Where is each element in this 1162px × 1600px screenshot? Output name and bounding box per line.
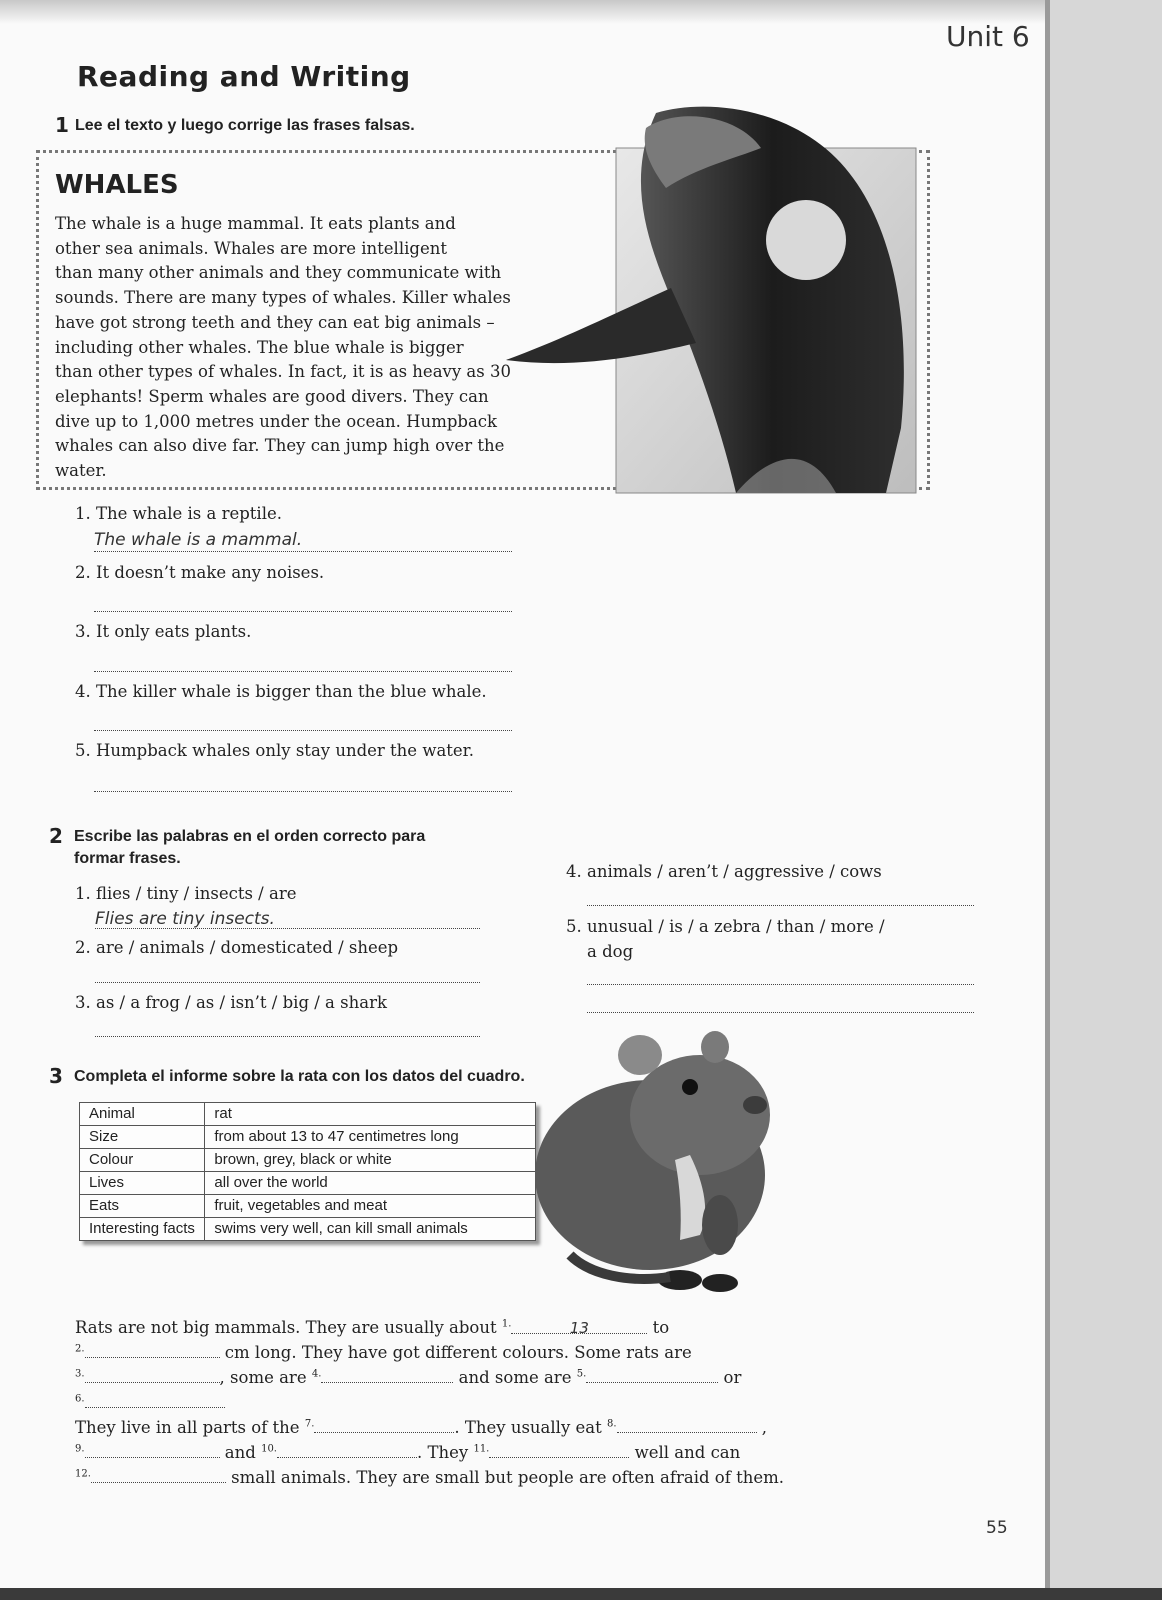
report-blank-5[interactable] — [586, 1368, 718, 1383]
answer-line-5[interactable] — [94, 791, 512, 792]
blank-number: 8. — [607, 1418, 617, 1430]
row-value: brown, grey, black or white — [205, 1149, 536, 1172]
report-line-1 — [75, 1318, 669, 1337]
killer-whale-photo — [506, 98, 936, 506]
report-text: . They — [416, 1443, 469, 1462]
answer-line-1[interactable] — [94, 551, 512, 552]
report-text: . They usually eat — [454, 1418, 602, 1437]
unit-label: Unit 6 — [946, 20, 1030, 53]
report-text: Rats are not big mammals. They are usually about — [75, 1318, 497, 1337]
report-text: , some are — [219, 1368, 307, 1387]
blank-number: 6. — [75, 1393, 85, 1405]
row-value: from about 13 to 47 centimetres long — [205, 1126, 536, 1149]
report-text: and some are — [458, 1368, 572, 1387]
rat-photo — [530, 1025, 790, 1295]
answer-line-2[interactable] — [94, 611, 512, 612]
report-text: cm long. They have got different colours. Some rats are — [224, 1343, 692, 1362]
report-blank-2[interactable] — [85, 1343, 220, 1358]
row-value: fruit, vegetables and meat — [205, 1195, 536, 1218]
text-line: The whale is a huge mammal. It eats plants and — [55, 214, 456, 233]
blank-number: 5. — [576, 1368, 587, 1380]
ex1-question-4: 4. The killer whale is bigger than the blue whale. — [75, 682, 487, 701]
report-text: small animals. They are small but people are often afraid of them. — [231, 1468, 784, 1487]
ex2-item-2: 2. are / animals / domesticated / sheep — [75, 938, 399, 957]
report-text: , — [761, 1418, 768, 1437]
row-key: Lives — [80, 1172, 205, 1195]
ex1-question-2: 2. It doesn’t make any noises. — [75, 563, 325, 582]
blank-number: 2. — [75, 1343, 85, 1355]
scan-bottom-edge — [0, 1588, 1162, 1600]
report-blank-3[interactable] — [85, 1368, 220, 1383]
text-line: whales can also dive far. They can jump high over the — [55, 436, 505, 456]
section-title: Reading and Writing — [77, 60, 411, 93]
ex3-instruction: Completa el informe sobre la rata con los datos del cuadro. — [74, 1068, 525, 1085]
report-text: well and can — [634, 1443, 741, 1462]
row-value: all over the world — [205, 1172, 536, 1195]
row-key: Animal — [80, 1103, 205, 1126]
report-line-3 — [75, 1368, 741, 1387]
blank-number: 3. — [75, 1368, 85, 1380]
ex2-item-4: 4. animals / aren’t / aggressive / cows — [566, 862, 882, 881]
report-line-5 — [75, 1418, 767, 1437]
blank-number: 4. — [311, 1368, 322, 1380]
text-line: water. — [55, 461, 107, 481]
report-line-7 — [75, 1468, 784, 1487]
text-line: elephants! Sperm whales are good divers. They can — [55, 386, 489, 406]
text-title: WHALES — [55, 170, 179, 200]
table-row — [80, 1149, 536, 1172]
ex2-instruction-line-1: Escribe las palabras en el orden correcto para — [74, 828, 426, 845]
table-row — [80, 1218, 536, 1241]
ex1-answer-1[interactable]: The whale is a mammal. — [94, 530, 303, 550]
report-text: to — [652, 1318, 670, 1337]
rat-facts-table — [79, 1102, 536, 1241]
report-blank-7[interactable] — [314, 1418, 454, 1433]
table-row — [80, 1103, 536, 1126]
text-line: other sea animals. Whales are more intelligent — [55, 238, 447, 258]
report-blank-4[interactable] — [321, 1368, 453, 1383]
ex1-question-5: 5. Humpback whales only stay under the water. — [75, 741, 474, 760]
ex2-line-5b[interactable] — [587, 1012, 974, 1013]
answer-line-3[interactable] — [94, 671, 512, 672]
ex2-line-5a[interactable] — [587, 984, 974, 985]
blank-number: 7. — [304, 1418, 315, 1430]
row-key: Eats — [80, 1195, 205, 1218]
row-value: rat — [205, 1103, 536, 1126]
ex2-item-5-line-2: a dog — [587, 942, 634, 961]
blank-number: 11. — [473, 1443, 490, 1455]
row-key: Interesting facts — [80, 1218, 205, 1241]
table-row — [80, 1172, 536, 1195]
report-blank-9[interactable] — [85, 1443, 220, 1458]
scan-margin — [1050, 0, 1162, 1600]
report-line-6 — [75, 1443, 740, 1462]
ex2-item-1: 1. flies / tiny / insects / are — [75, 884, 297, 903]
ex2-number: 2 — [49, 824, 63, 848]
report-blank-1[interactable]: 13 — [511, 1319, 647, 1334]
ex2-line-2[interactable] — [95, 982, 480, 983]
report-blank-6[interactable] — [85, 1393, 225, 1408]
ex1-instruction: Lee el texto y luego corrige las frases falsas. — [75, 117, 415, 134]
text-line: than other types of whales. In fact, it is as heavy as 30 — [55, 362, 511, 382]
answer-line-4[interactable] — [94, 730, 512, 731]
text-line: than many other animals and they communicate with — [55, 263, 502, 283]
row-value: swims very well, can kill small animals — [205, 1218, 536, 1241]
blank-number: 10. — [261, 1443, 277, 1455]
ex2-line-1[interactable] — [95, 928, 480, 929]
blank-number: 1. — [501, 1318, 512, 1330]
ex2-instruction-line-2: formar frases. — [74, 850, 181, 867]
ex2-line-4[interactable] — [587, 905, 974, 906]
table-row — [80, 1126, 536, 1149]
ex1-question-1: 1. The whale is a reptile. — [75, 504, 282, 523]
report-blank-8[interactable] — [617, 1418, 757, 1433]
report-blank-10[interactable] — [277, 1443, 417, 1458]
page-number: 55 — [986, 1518, 1008, 1538]
report-text: and — [224, 1443, 256, 1462]
report-text: They live in all parts of the — [75, 1418, 300, 1437]
row-key: Colour — [80, 1149, 205, 1172]
row-key: Size — [80, 1126, 205, 1149]
table-row — [80, 1195, 536, 1218]
text-line: dive up to 1,000 metres under the ocean. Humpback — [55, 411, 498, 431]
report-text: or — [723, 1368, 742, 1387]
ex1-question-3: 3. It only eats plants. — [75, 622, 252, 641]
ex2-answer-1[interactable]: Flies are tiny insects. — [95, 909, 275, 929]
ex2-line-3[interactable] — [95, 1036, 480, 1037]
scan-top-shadow — [0, 0, 1050, 24]
reading-text — [55, 212, 515, 484]
ex2-item-3: 3. as / a frog / as / isn’t / big / a shark — [75, 993, 387, 1012]
blank-number: 9. — [75, 1443, 85, 1455]
ex1-number: 1 — [55, 113, 69, 137]
ex2-item-5-line-1: 5. unusual / is / a zebra / than / more / — [566, 917, 885, 936]
text-line: including other whales. The blue whale is bigger — [55, 337, 464, 357]
blank-number: 12. — [75, 1468, 91, 1480]
report-blank-11[interactable] — [489, 1443, 629, 1458]
report-blank-12[interactable] — [91, 1468, 226, 1483]
text-line: sounds. There are many types of whales. Killer whales — [55, 288, 511, 308]
report-line-2 — [75, 1343, 692, 1362]
text-line: have got strong teeth and they can eat big animals – — [55, 312, 495, 332]
report-line-4 — [75, 1393, 225, 1412]
ex3-number: 3 — [49, 1064, 63, 1088]
